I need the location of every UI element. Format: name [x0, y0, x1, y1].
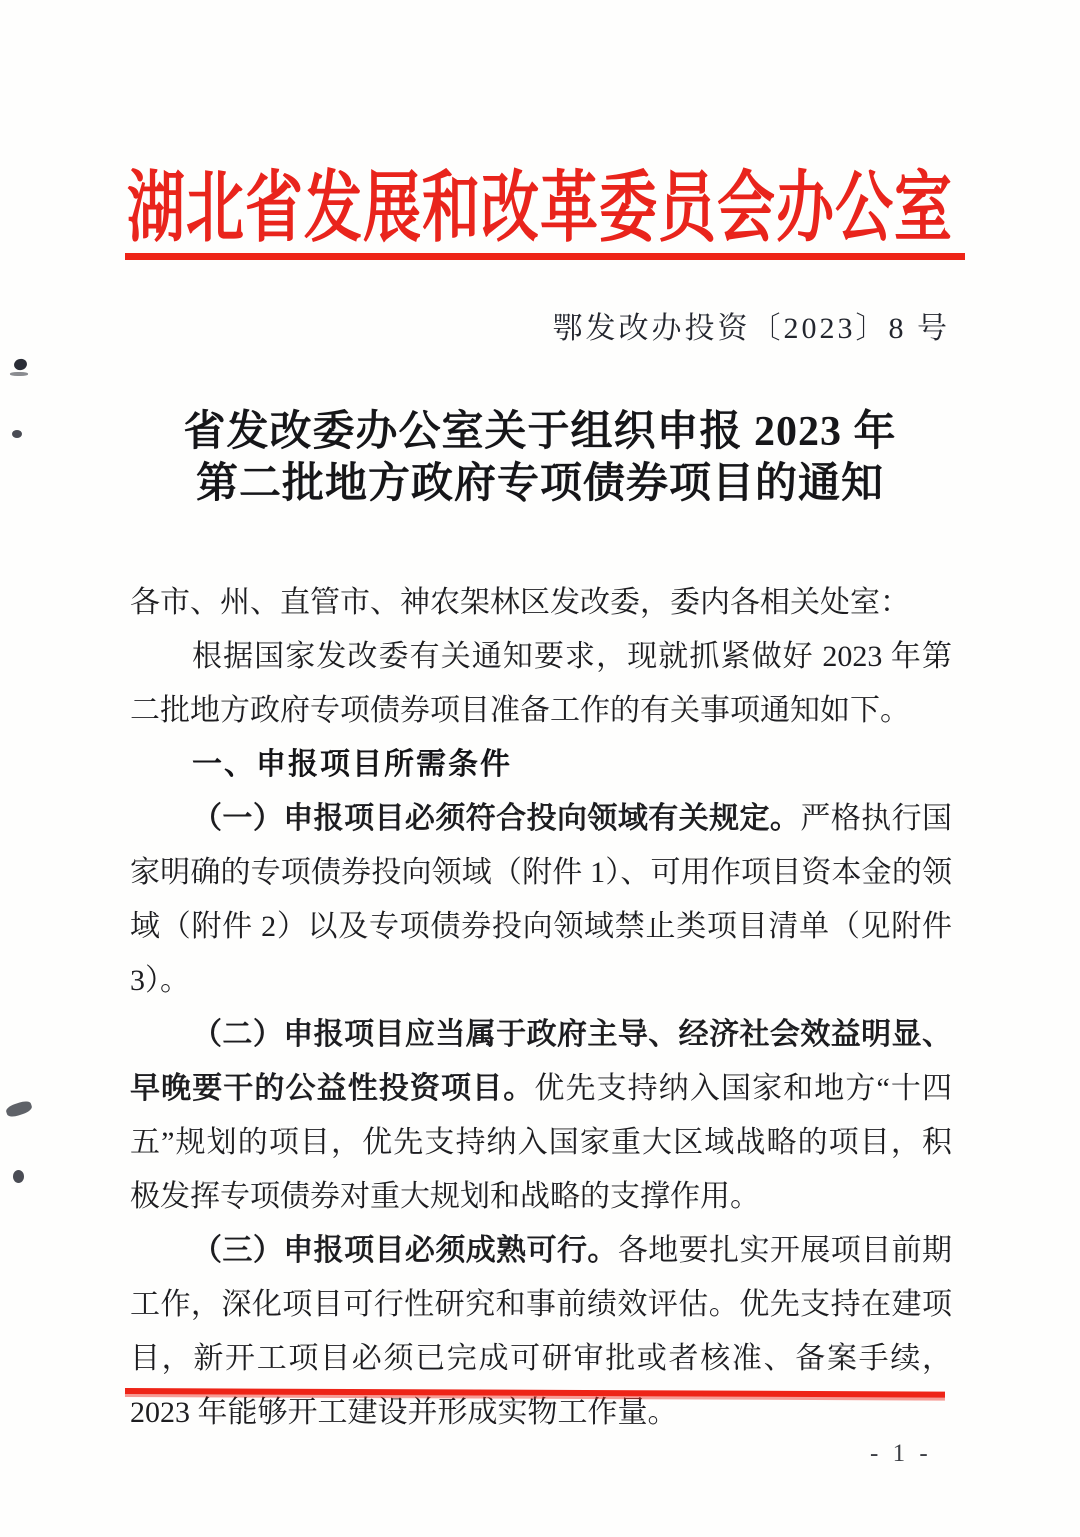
paragraph-segment: 一、申报项目所需条件	[192, 748, 512, 781]
scan-artifact	[13, 1170, 24, 1183]
scan-artifact	[10, 372, 28, 376]
letterhead	[0, 145, 1080, 252]
letterhead-red-rule	[125, 253, 965, 260]
paragraph-segment: 各地要扎实开展项目前期工作，深化项目可行性研究和事前绩效评估。优先支持在建项目，新开工项目必须已完成可研审批或者核准、备案手续，2023 年能够开工建设并形成实物工作量。	[130, 1234, 953, 1429]
section-heading	[130, 738, 952, 792]
paragraph-segment: （一）申报项目必须符合投向领域有关规定。	[192, 802, 801, 835]
salutation: 各市、州、直管市、神农架林区发改委，委内各相关处室：	[130, 586, 910, 619]
paragraph-segment: 严格执行国家明确的专项债券投向领域（附件 1）、可用作项目资本金的领域（附件 2）以及专项债券投向领域禁止类项目清单（见附件 3）。	[130, 802, 953, 997]
doc-title	[0, 406, 1080, 510]
paragraph-segment: 根据国家发改委有关通知要求，现就抓紧做好 2023 年第二批地方政府专项债券项目准备工作的有关事项通知如下。	[130, 640, 952, 727]
doc-title-line2: 第二批地方政府专项债券项目的通知	[195, 461, 884, 507]
paragraph-segment: （三）申报项目必须成熟可行。	[192, 1234, 618, 1267]
body-paragraph	[130, 792, 952, 1008]
paragraph-segment: 优先支持纳入国家和地方“十四五”规划的项目，优先支持纳入国家重大区域战略的项目，积极发挥专项债券对重大规划和战略的支撑作用。	[130, 1072, 952, 1213]
scan-artifact	[13, 358, 28, 372]
scan-artifact	[5, 1099, 33, 1118]
page-number: - 1 -	[870, 1440, 932, 1467]
letterhead-org-name: 湖北省发展和改革委员会办公室	[126, 164, 953, 252]
body-paragraph	[130, 1224, 952, 1440]
body-paragraph	[130, 630, 952, 738]
body-paragraphs	[130, 630, 952, 1440]
document-body	[130, 576, 952, 1440]
scan-artifact	[12, 430, 22, 438]
doc-title-line1: 省发改委办公室关于组织申报 2023 年	[183, 409, 897, 455]
doc-number: 鄂发改办投资〔2023〕8 号	[552, 312, 950, 345]
body-paragraph	[130, 1008, 952, 1224]
paragraph-segment: （二）申报项目应当属于政府主导、经济社会效益明显、早晚要干的公益性投资项目。	[130, 1018, 952, 1105]
